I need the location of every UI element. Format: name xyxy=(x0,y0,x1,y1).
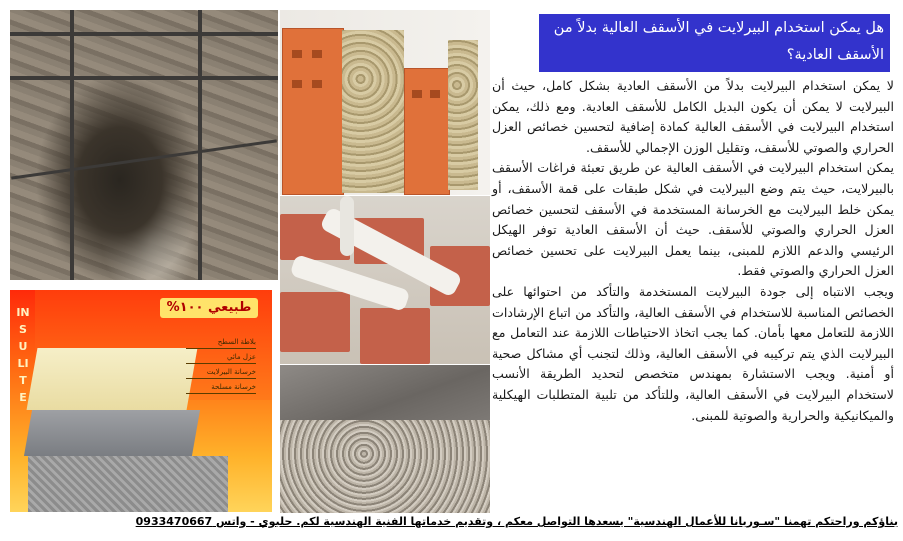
waterproof-layer xyxy=(24,410,200,456)
perlite-slab-photo xyxy=(280,365,490,513)
footer-text: بناؤكم وراحتكم تهمنا "سـوريانا للأعمال الهندسية" يسعدها التواصل معكم ، وتقديم خدماتها الفنية الهندسية لكم. حلبوي - واتس xyxy=(216,515,898,528)
callout-label: خرسانة البيرلايت xyxy=(186,366,256,379)
slab-surface xyxy=(280,365,490,420)
insulation-layers-diagram xyxy=(10,290,272,512)
diagram-badge: طبيعي ١٠٠% xyxy=(160,298,258,318)
diagram-side-letters: INSULITE xyxy=(16,306,30,404)
footer-contact xyxy=(135,513,898,533)
insulated-blocks-photo xyxy=(280,10,490,195)
callout-label: خرسانة مسلحة xyxy=(186,381,256,394)
article-body xyxy=(492,76,894,506)
roof-tile-layer xyxy=(27,348,198,410)
diagram-callouts xyxy=(186,336,256,396)
article-paragraph: لا يمكن استخدام البيرلايت بدلاً من الأسقف العادية بشكل كامل، حيث أن البيرلايت لا يمكن أن يكون البديل الكامل للأسقف العادية. ومع ذلك، يمكن استخدام البيرلايت في الأسقف العالية كمادة إضافية لتحسين خصائص العزل الحراري والصوتي للأسقف، وتقليل الوزن الإجمالي للأسقف. xyxy=(492,78,894,155)
article-title: هل يمكن استخدام البيرلايت في الأسقف العالية بدلاً من الأسقف العادية؟ xyxy=(539,14,890,72)
callout-label: بلاطة السطح xyxy=(186,336,256,349)
stone-arch-photo xyxy=(10,10,278,280)
concrete-layer xyxy=(28,456,228,512)
article-paragraph: يمكن استخدام البيرلايت في الأسقف العالية عن طريق تعبئة فراغات الأسقف بالبيرلايت، حيث يتم وضع البيرلايت في شكل طبقات على قمة الأسقف، أو يمكن خلط البيرلايت مع الخرسانة المستخدمة في الأسقف لتحسين خصائص العزل الحراري والصوتي للأسقف. حيث أن الأسقف العادية توفر الهيكل الرئيسي والدعم اللازم للمبنى، بينما يعمل البيرلايت على تحسين خصائص العزل الحراري والصوتي فقط. xyxy=(492,160,894,279)
callout-label: عزل مائي xyxy=(186,351,256,364)
article-paragraph: ويجب الانتباه إلى جودة البيرلايت المستخدمة والتأكد من احتوائها على الخصائص المناسبة للاستخدام في الأسقف العالية، والتأكد من اتباع الإرشادات اللازمة للتعامل معها بأمان. كما يجب اتخاذ الاحتياطات اللازمة عند التعامل مع البيرلايت الذي يتم تركيبه في الأسقف العالية، وذلك لتجنب أي مشاكل صحية أو أمنية. ويجب الاستشارة بمهندس متخصص لتحديد الطريقة الأنسب لاستخدام البيرلايت في الأسقف العالية، وللتأكد من تلبية المتطلبات الهيكلية والميكانيكية والحرارية والصوتية للمبنى. xyxy=(492,283,894,423)
footer-phone[interactable]: 0933470667 xyxy=(135,515,213,528)
perlite-pouring-photo xyxy=(280,196,490,364)
